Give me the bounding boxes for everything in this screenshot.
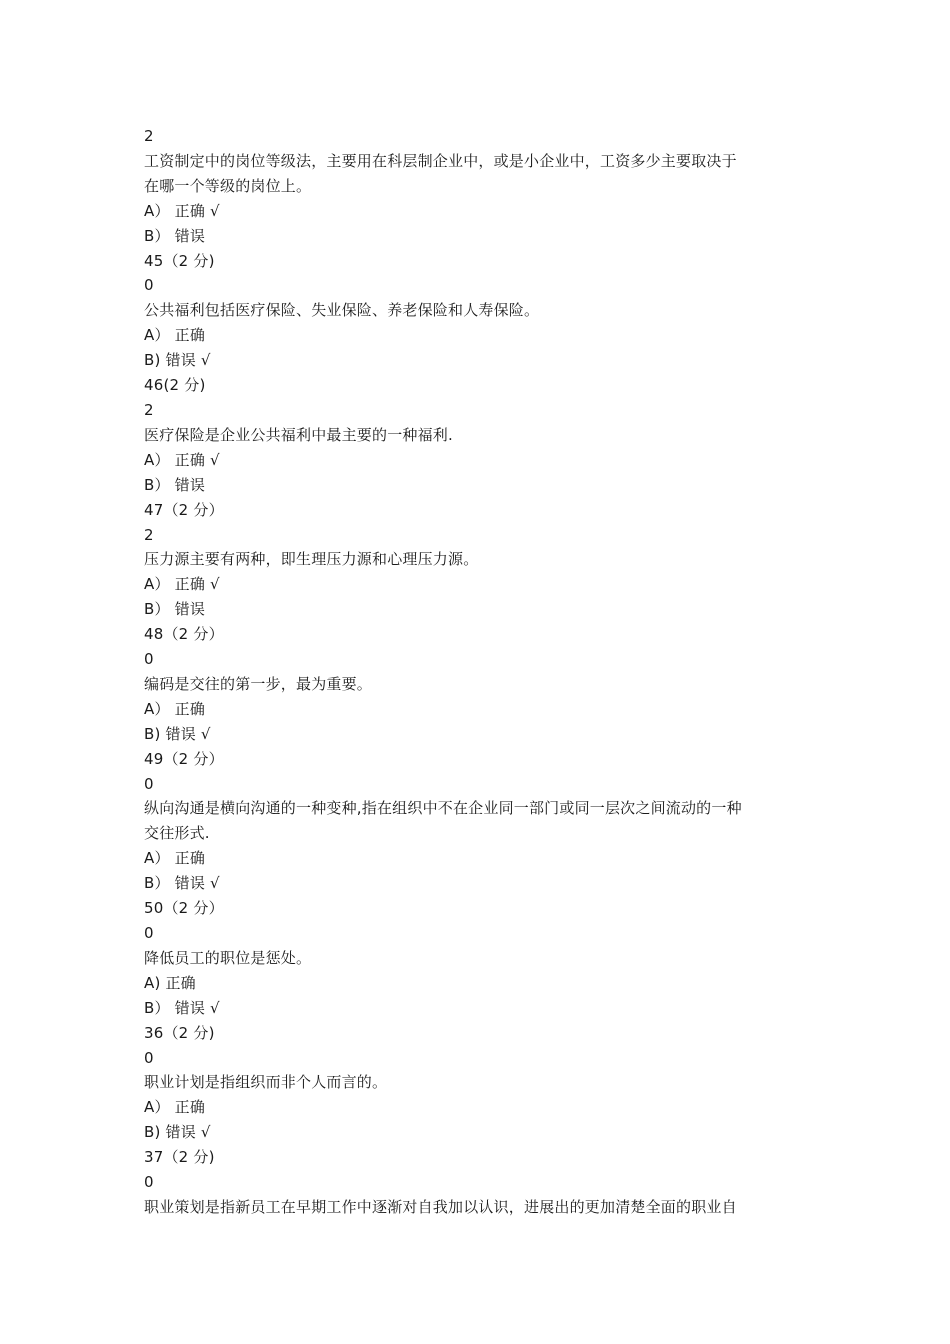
text-line: B） 错误 √ xyxy=(144,874,220,893)
text-line: A） 正确 xyxy=(144,699,206,718)
text-line: 49（2 分） xyxy=(144,749,224,768)
text-line: 48（2 分） xyxy=(144,625,224,644)
text-line: B） 错误 √ xyxy=(144,998,220,1017)
text-line: A） 正确 xyxy=(144,1098,206,1117)
text-line: 0 xyxy=(144,774,154,793)
text-line: 45（2 分) xyxy=(144,251,215,270)
text-line: 编码是交往的第一步，最为重要。 xyxy=(144,674,373,693)
text-line: 纵向沟通是横向沟通的一种变种,指在组织中不在企业同一部门或同一层次之间流动的一种 xyxy=(144,799,742,818)
text-line: 0 xyxy=(144,1048,154,1067)
text-line: 0 xyxy=(144,1173,154,1192)
text-line: B） 错误 xyxy=(144,600,206,619)
text-line: 50（2 分） xyxy=(144,899,224,918)
text-line: B） 错误 xyxy=(144,226,206,245)
text-line: 47（2 分） xyxy=(144,500,224,519)
text-line: B) 错误 √ xyxy=(144,1123,211,1142)
text-line: A） 正确 √ xyxy=(144,201,220,220)
text-line: A） 正确 xyxy=(144,326,206,345)
text-line: 37（2 分) xyxy=(144,1148,215,1167)
text-line: 公共福利包括医疗保险、失业保险、养老保险和人寿保险。 xyxy=(144,301,540,320)
text-line: 0 xyxy=(144,650,154,669)
text-line: B) 错误 √ xyxy=(144,724,211,743)
text-line: A) 正确 xyxy=(144,973,196,992)
text-line: 2 xyxy=(144,525,154,544)
text-line: 在哪一个等级的岗位上。 xyxy=(144,176,312,195)
text-line: 职业计划是指组织而非个人而言的。 xyxy=(144,1073,388,1092)
text-line: A） 正确 √ xyxy=(144,575,220,594)
text-line: A） 正确 √ xyxy=(144,450,220,469)
text-line: 压力源主要有两种，即生理压力源和心理压力源。 xyxy=(144,550,479,569)
text-line: 医疗保险是企业公共福利中最主要的一种福利. xyxy=(144,425,453,444)
text-line: 交往形式. xyxy=(144,824,210,843)
text-line: 2 xyxy=(144,127,154,145)
text-line: 36（2 分) xyxy=(144,1023,215,1042)
text-line: 工资制定中的岗位等级法，主要用在科层制企业中，或是小企业中，工资多少主要取决于 xyxy=(144,151,737,170)
text-line: 降低员工的职位是惩处。 xyxy=(144,948,312,967)
text-line: B） 错误 xyxy=(144,475,206,494)
document-page xyxy=(144,124,814,1220)
text-line: A） 正确 xyxy=(144,849,206,868)
text-line: B) 错误 √ xyxy=(144,351,211,370)
text-line: 2 xyxy=(144,400,154,419)
text-line: 46(2 分) xyxy=(144,376,206,395)
text-line: 职业策划是指新员工在早期工作中逐渐对自我加以认识，进展出的更加清楚全面的职业自 xyxy=(144,1197,737,1216)
text-line: 0 xyxy=(144,924,154,942)
text-line: 0 xyxy=(144,276,154,295)
